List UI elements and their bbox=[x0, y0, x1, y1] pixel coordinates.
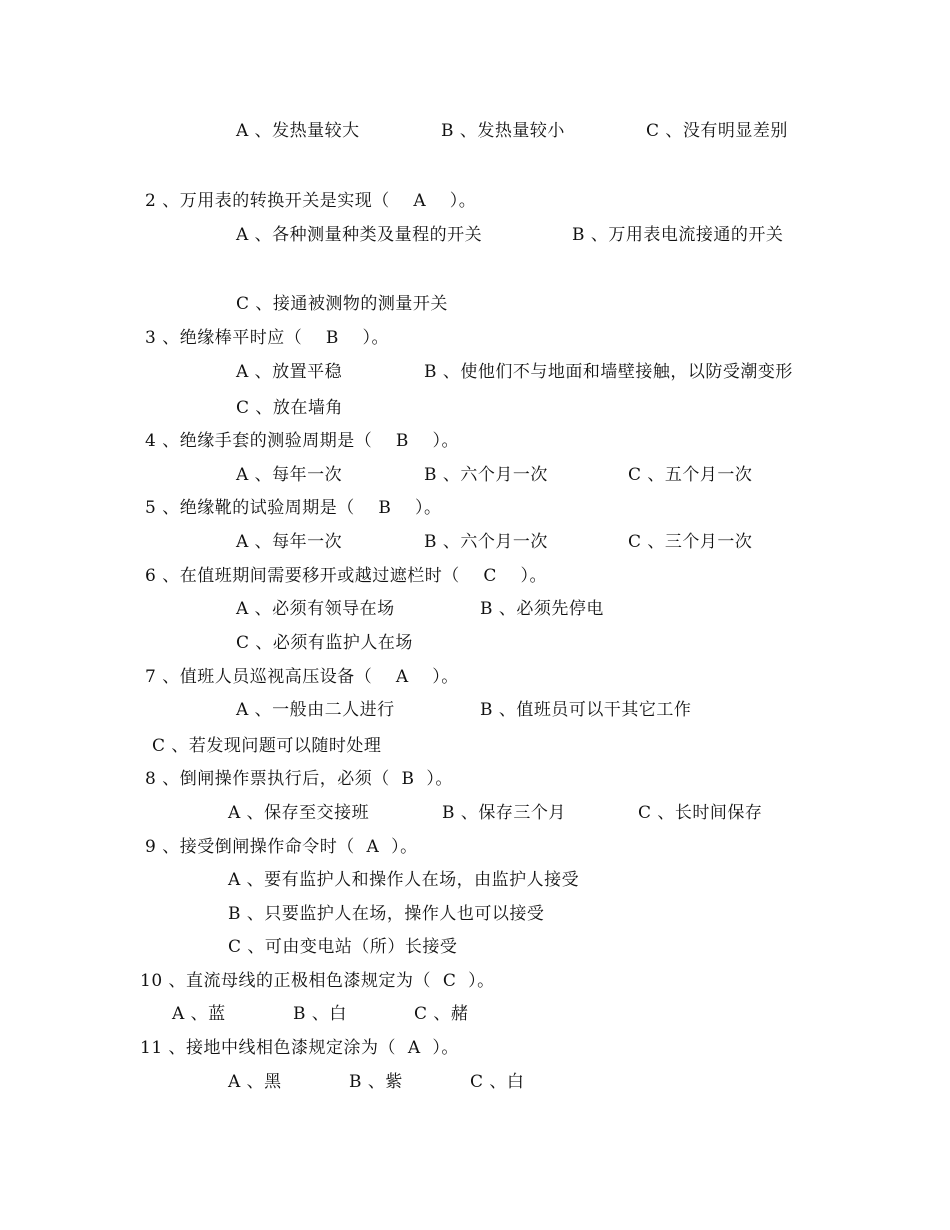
q10-option-c: C 、赭 bbox=[414, 1004, 469, 1024]
q4-option-b: B 、六个月一次 bbox=[424, 465, 548, 485]
q11-option-a: A 、黑 bbox=[228, 1072, 282, 1092]
q4-option-c: C 、五个月一次 bbox=[628, 465, 753, 485]
q6-stem: 6 、在值班期间需要移开或越过遮栏时（ C ）。 bbox=[145, 566, 547, 586]
q3-stem: 3 、绝缘棒平时应（ B ）。 bbox=[145, 328, 389, 348]
q10-option-a: A 、蓝 bbox=[172, 1004, 226, 1024]
q3-option-c: C 、放在墙角 bbox=[236, 398, 343, 418]
q8-stem: 8 、倒闸操作票执行后，必须（ B ）。 bbox=[145, 769, 453, 789]
q7-option-b: B 、值班员可以干其它工作 bbox=[480, 700, 692, 720]
q2-stem: 2 、万用表的转换开关是实现（ A ）。 bbox=[145, 191, 477, 211]
q1-option-b: B 、发热量较小 bbox=[441, 121, 565, 141]
q9-stem: 9 、接受倒闸操作命令时（ A ）。 bbox=[145, 837, 418, 857]
q1-option-c: C 、没有明显差别 bbox=[646, 121, 788, 141]
q7-option-a: A 、一般由二人进行 bbox=[236, 700, 395, 720]
q1-option-a: A 、发热量较大 bbox=[236, 121, 360, 141]
q8-option-c: C 、长时间保存 bbox=[638, 803, 763, 823]
q11-option-b: B 、紫 bbox=[349, 1072, 403, 1092]
q11-option-c: C 、白 bbox=[470, 1072, 525, 1092]
q7-stem: 7 、值班人员巡视高压设备（ A ）。 bbox=[145, 667, 459, 687]
q5-stem: 5 、绝缘靴的试验周期是（ B ）。 bbox=[145, 498, 442, 518]
q11-stem: 11 、接地中线相色漆规定涂为（ A ）。 bbox=[140, 1038, 459, 1058]
q10-stem: 10 、直流母线的正极相色漆规定为（ C ）。 bbox=[140, 971, 495, 991]
q6-option-a: A 、必须有领导在场 bbox=[236, 599, 395, 619]
q9-option-c: C 、可由变电站（所）长接受 bbox=[228, 937, 458, 957]
q8-option-b: B 、保存三个月 bbox=[442, 803, 566, 823]
q5-option-a: A 、每年一次 bbox=[236, 532, 343, 552]
q8-option-a: A 、保存至交接班 bbox=[228, 803, 370, 823]
q2-option-c: C 、接通被测物的测量开关 bbox=[236, 294, 448, 314]
q3-option-a: A 、放置平稳 bbox=[236, 362, 343, 382]
q5-option-b: B 、六个月一次 bbox=[424, 532, 548, 552]
q5-option-c: C 、三个月一次 bbox=[628, 532, 753, 552]
q2-option-a: A 、各种测量种类及量程的开关 bbox=[236, 225, 483, 245]
q9-option-b: B 、只要监护人在场，操作人也可以接受 bbox=[228, 904, 545, 924]
q4-stem: 4 、绝缘手套的测验周期是（ B ）。 bbox=[145, 431, 459, 451]
q2-option-b: B 、万用表电流接通的开关 bbox=[572, 225, 784, 245]
q3-option-b: B 、使他们不与地面和墙壁接触，以防受潮变形 bbox=[424, 362, 793, 382]
q6-option-c: C 、必须有监护人在场 bbox=[236, 633, 413, 653]
q9-option-a: A 、要有监护人和操作人在场，由监护人接受 bbox=[228, 870, 580, 890]
q10-option-b: B 、白 bbox=[293, 1004, 347, 1024]
q7-option-c: C 、若发现问题可以随时处理 bbox=[152, 736, 382, 756]
q4-option-a: A 、每年一次 bbox=[236, 465, 343, 485]
q6-option-b: B 、必须先停电 bbox=[480, 599, 604, 619]
